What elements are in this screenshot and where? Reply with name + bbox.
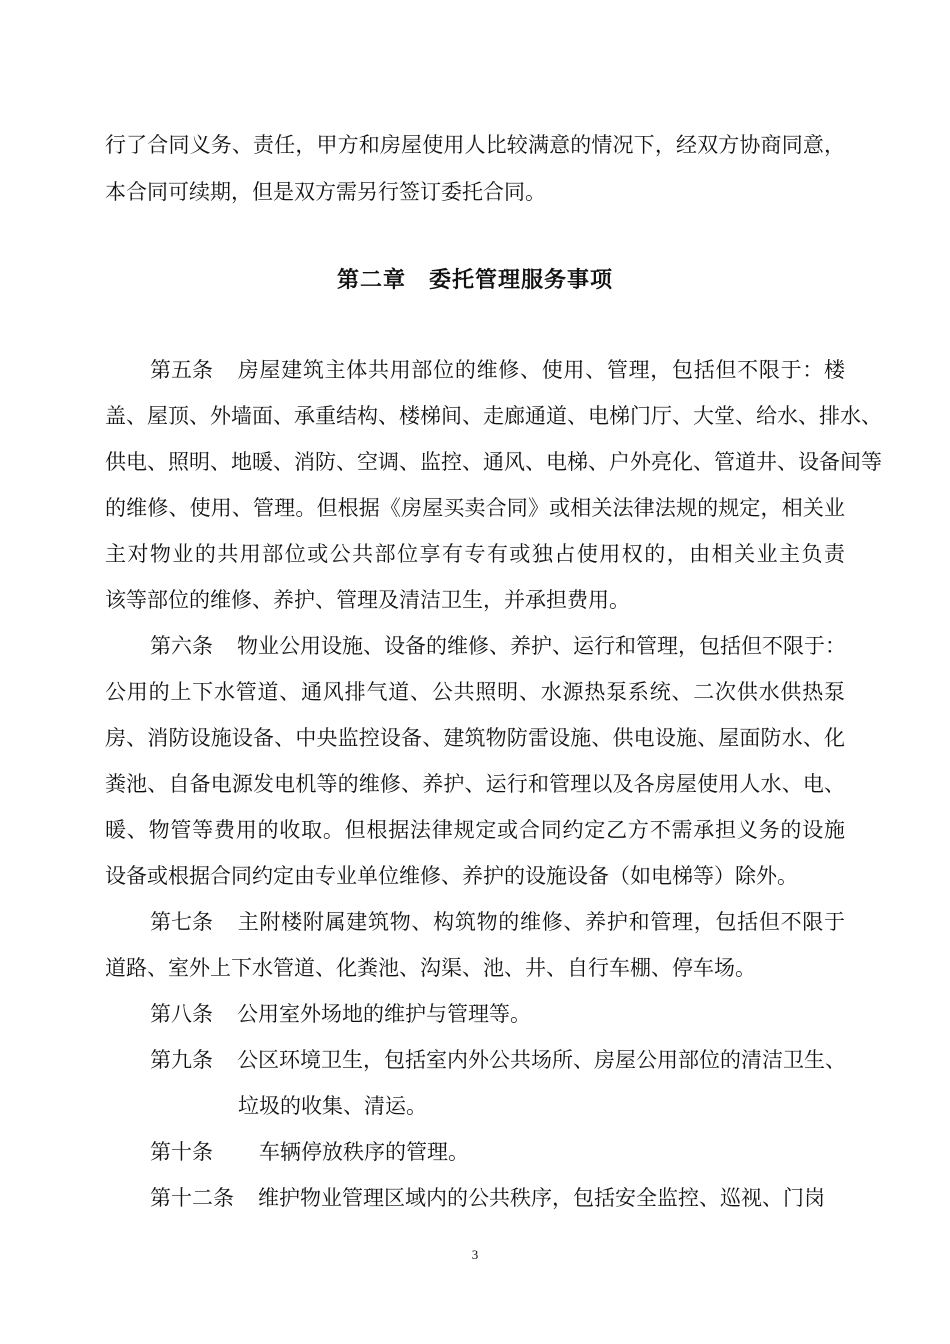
article-6-line-3: 房、消防设施设备、中央监控设备、建筑物防雷设施、供电设施、屋面防水、化	[105, 726, 845, 750]
article-9-line-2: 垃圾的收集、清运。	[238, 1094, 427, 1118]
article-5-line-4: 的维修、使用、管理。但根据《房屋买卖合同》或相关法律法规的规定，相关业	[105, 496, 845, 520]
article-7-first-line	[150, 908, 845, 936]
article-12-line	[150, 1184, 825, 1212]
article-12-text-1: 维护物业管理区域内的公共秩序，包括安全监控、巡视、门岗	[258, 1186, 825, 1210]
article-5-line-5: 主对物业的共用部位或公共部位享有专有或独占使用权的，由相关业主负责	[105, 542, 845, 566]
article-9-label: 第九条	[150, 1048, 213, 1072]
chapter-title: 第二章 委托管理服务事项	[336, 268, 613, 293]
article-8-label: 第八条	[150, 1002, 213, 1026]
article-9-first-line	[150, 1046, 846, 1074]
article-10-line	[150, 1138, 469, 1166]
article-6-line-6: 设备或根据合同约定由专业单位维修、养护的设施设备（如电梯等）除外。	[105, 864, 798, 888]
article-7-line-2: 道路、室外上下水管道、化粪池、沟渠、池、井、自行车棚、停车场。	[105, 956, 756, 980]
article-10-label: 第十条	[150, 1140, 213, 1164]
article-6-text-1: 物业公用设施、设备的维修、养护、运行和管理，包括但不限于：	[237, 634, 846, 658]
article-7-text-1: 主附楼附属建筑物、构筑物的维修、养护和管理，包括但不限于	[237, 910, 845, 934]
article-5-text-1: 房屋建筑主体共用部位的维修、使用、管理，包括但不限于：楼	[237, 358, 845, 382]
article-8-text-1: 公用室外场地的维护与管理等。	[237, 1002, 531, 1026]
article-7-label: 第七条	[150, 910, 213, 934]
article-12-label: 第十二条	[150, 1186, 234, 1210]
article-6-line-2: 公用的上下水管道、通风排气道、公共照明、水源热泵系统、二次供水供热泵	[105, 680, 845, 704]
article-6-label: 第六条	[150, 634, 213, 658]
article-5-line-2: 盖、屋顶、外墙面、承重结构、楼梯间、走廊通道、电梯门厅、大堂、给水、排水、	[105, 404, 882, 428]
intro-line-2: 本合同可续期，但是双方需另行签订委托合同。	[105, 180, 546, 204]
article-5-line-3: 供电、照明、地暖、消防、空调、监控、通风、电梯、户外亮化、管道井、设备间等	[105, 450, 882, 474]
article-5-label: 第五条	[150, 358, 213, 382]
article-5-first-line	[150, 356, 845, 384]
article-5-line-6: 该等部位的维修、养护、管理及清洁卫生，并承担费用。	[105, 588, 630, 612]
article-9-text-1: 公区环境卫生，包括室内外公共场所、房屋公用部位的清洁卫生、	[237, 1048, 846, 1072]
article-10-text-1: 车辆停放秩序的管理。	[259, 1140, 469, 1164]
page-number: 3	[471, 1247, 479, 1262]
article-6-line-5: 暖、物管等费用的收取。但根据法律规定或合同约定乙方不需承担义务的设施	[105, 818, 845, 842]
article-8-line	[150, 1000, 531, 1028]
article-6-line-4: 粪池、自备电源发电机等的维修、养护、运行和管理以及各房屋使用人水、电、	[105, 772, 845, 796]
article-6-first-line	[150, 632, 845, 660]
intro-line-1: 行了合同义务、责任，甲方和房屋使用人比较满意的情况下，经双方协商同意，	[105, 133, 845, 157]
